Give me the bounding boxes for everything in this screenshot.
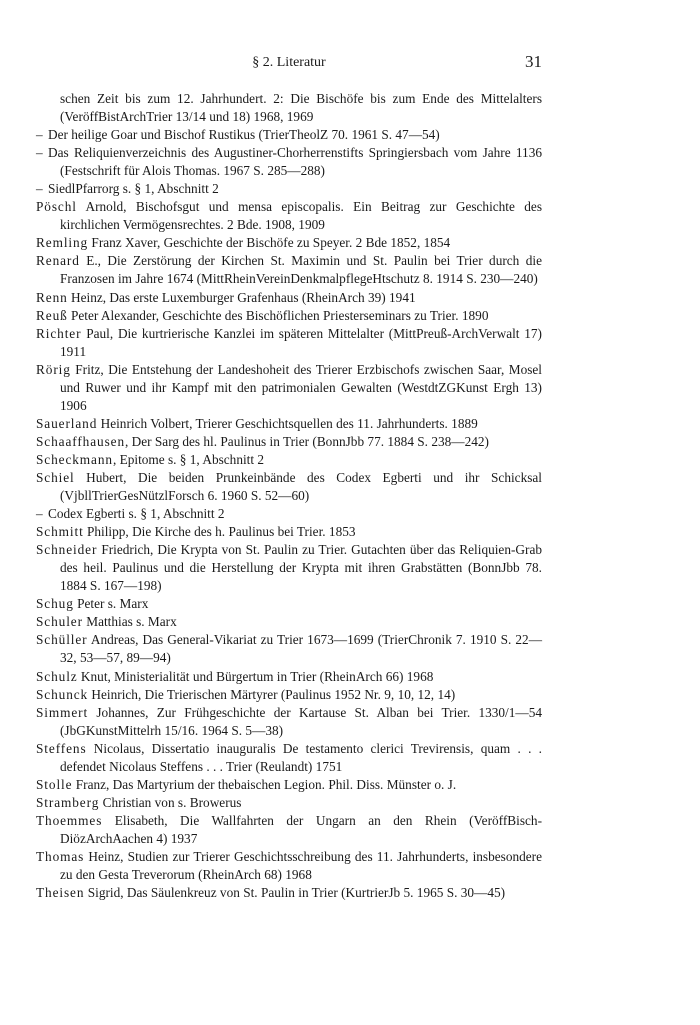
bibliography-entry bbox=[36, 686, 542, 704]
entry-text: Das Reliquienverzeichnis des Augustiner-Chorherrenstifts Springiersbach vom Jahre 1136 (Festschrift für Alois Thomas. 1967 S. 285—288) bbox=[48, 145, 542, 179]
ditto-dash: – bbox=[36, 145, 43, 161]
bibliography-entry bbox=[36, 451, 542, 469]
bibliography-entry bbox=[36, 90, 542, 126]
bibliography-entry bbox=[36, 740, 542, 776]
entry-author: Schuler bbox=[36, 614, 83, 630]
bibliography-entry bbox=[36, 776, 542, 794]
bibliography-entry bbox=[36, 126, 542, 144]
bibliography-entry bbox=[36, 325, 542, 361]
entry-text: Peter Alexander, Geschichte des Bischöflichen Priesterseminars zu Trier. 1890 bbox=[67, 307, 489, 323]
bibliography-entry bbox=[36, 415, 542, 433]
entry-author: Stolle bbox=[36, 776, 73, 792]
bibliography-entry bbox=[36, 541, 542, 595]
entry-text: Elisabeth, Die Wallfahrten der Ungarn an den Rhein (VeröffBisch-DiözArchAachen 4) 1937 bbox=[60, 812, 542, 846]
entry-author: Renard bbox=[36, 253, 80, 269]
bibliography-entry bbox=[36, 595, 542, 613]
bibliography-entry bbox=[36, 198, 542, 234]
bibliography-entry bbox=[36, 884, 542, 902]
entry-author: Schmitt bbox=[36, 524, 84, 540]
entry-text: Hubert, Die beiden Prunkeinbände des Codex Egberti und ihr Schicksal (VjbllTrierGesNützlForsch 6. 1960 S. 52—60) bbox=[60, 469, 542, 504]
ditto-dash: – bbox=[36, 506, 43, 522]
entry-text: Paul, Die kurtrierische Kanzlei im späteren Mittelalter (MittPreuß-ArchVerwalt 17) 1911 bbox=[60, 325, 542, 359]
entry-text: E., Die Zerstörung der Kirchen St. Maximin und St. Paulin bei Trier durch die Franzosen im Jahre 1674 (MittRheinVereinDenkmalpflegeHtschutz 8. 1914 S. 230—240) bbox=[60, 253, 542, 287]
entry-text: Fritz, Die Entstehung der Landeshoheit des Trierer Erzbischofs zwischen Saar, Mosel und Ruwer und ihr Kampf mit den patrimonialen Gewalten (WestdtZGKunst Ergh 13) 1906 bbox=[60, 361, 542, 413]
bibliography-entry bbox=[36, 361, 542, 415]
entry-author: Schaaffhausen bbox=[36, 433, 125, 449]
entry-text: Philipp, Die Kirche des h. Paulinus bei Trier. 1853 bbox=[83, 524, 356, 540]
bibliography-entry bbox=[36, 704, 542, 740]
entry-author: Sauerland bbox=[36, 415, 98, 431]
bibliography-entry bbox=[36, 252, 542, 288]
bibliography-entry bbox=[36, 469, 542, 505]
entry-text: schen Zeit bis zum 12. Jahrhundert. 2: Die Bischöfe bis zum Ende des Mittelalters (VeröffBistArchTrier 13/14 und 18) 1968, 1969 bbox=[60, 91, 542, 125]
entry-text: Christian von s. Browerus bbox=[99, 794, 242, 810]
entry-text: Peter s. Marx bbox=[73, 596, 149, 612]
entry-text: , Epitome s. § 1, Abschnitt 2 bbox=[112, 451, 265, 467]
entry-text: Nicolaus, Dissertatio inauguralis De testamento clerici Trevirensis, quam . . . defendet Nicolaus Steffens . . . Trier (Reulandt) 1751 bbox=[60, 740, 542, 774]
ditto-dash: – bbox=[36, 181, 43, 197]
bibliography-entry bbox=[36, 180, 542, 198]
running-header bbox=[36, 52, 542, 74]
bibliography-entry bbox=[36, 144, 542, 180]
entry-text: Friedrich, Die Krypta von St. Paulin zu Trier. Gutachten über das Reliquien-Grab des heil. Paulinus und die Herstellung der Krypta mit ihren Grabstätten (BonnJbb 78. 1884 S. 167—198) bbox=[60, 542, 542, 594]
entry-author: Renn bbox=[36, 289, 68, 305]
entry-text: Heinrich, Die Trierischen Märtyrer (Paulinus 1952 Nr. 9, 10, 12, 14) bbox=[88, 686, 456, 702]
entry-text: Sigrid, Das Säulenkreuz von St. Paulin in Trier (KurtrierJb 5. 1965 S. 30—45) bbox=[84, 885, 506, 901]
entry-author: Richter bbox=[36, 325, 82, 341]
bibliography-entry bbox=[36, 812, 542, 848]
entry-text: Heinz, Studien zur Trierer Geschichtsschreibung des 11. Jahrhunderts, insbesondere zu den Gesta Treverorum (RheinArch 68) 1968 bbox=[60, 848, 542, 883]
bibliography-entry bbox=[36, 289, 542, 307]
entry-author: Thoemmes bbox=[36, 812, 103, 828]
bibliography-entry bbox=[36, 307, 542, 325]
entry-text: Franz, Das Martyrium der thebaischen Legion. Phil. Diss. Münster o. J. bbox=[72, 776, 457, 792]
bibliography-list bbox=[36, 90, 542, 902]
entry-author: Pöschl bbox=[36, 199, 77, 215]
page-number: 31 bbox=[525, 52, 542, 71]
entry-author: Steffens bbox=[36, 740, 87, 756]
bibliography-entry bbox=[36, 794, 542, 812]
entry-text: Codex Egberti s. § 1, Abschnitt 2 bbox=[48, 506, 225, 522]
entry-author: Remling bbox=[36, 235, 89, 251]
entry-text: Heinrich Volbert, Trierer Geschichtsquellen des 11. Jahrhunderts. 1889 bbox=[97, 415, 478, 431]
ditto-dash: – bbox=[36, 127, 43, 143]
entry-text: Andreas, Das General-Vikariat zu Trier 1673—1699 (TrierChronik 7. 1910 S. 22—32, 53—57, 89—94) bbox=[60, 632, 542, 666]
section-title: § 2. Literatur bbox=[252, 55, 326, 70]
bibliography-entry bbox=[36, 523, 542, 541]
entry-author: Rörig bbox=[36, 361, 71, 377]
entry-text: Matthias s. Marx bbox=[82, 614, 177, 630]
entry-author: Schüller bbox=[36, 632, 88, 648]
entry-author: Theisen bbox=[36, 885, 85, 901]
entry-text: , Der Sarg des hl. Paulinus in Trier (BonnJbb 77. 1884 S. 238—242) bbox=[125, 433, 489, 449]
bibliography-entry bbox=[36, 848, 542, 884]
entry-author: Schiel bbox=[36, 469, 75, 485]
entry-author: Scheckmann bbox=[36, 451, 113, 467]
bibliography-entry bbox=[36, 668, 542, 686]
bibliography-entry bbox=[36, 433, 542, 451]
entry-author: Schneider bbox=[36, 542, 98, 558]
bibliography-entry bbox=[36, 631, 542, 667]
entry-author: Reuß bbox=[36, 307, 68, 323]
entry-text: Knut, Ministerialität und Bürgertum in Trier (RheinArch 66) 1968 bbox=[77, 668, 434, 684]
entry-author: Stramberg bbox=[36, 794, 100, 810]
entry-author: Schunck bbox=[36, 686, 89, 702]
entry-text: SiedlPfarrorg s. § 1, Abschnitt 2 bbox=[48, 181, 219, 197]
entry-text: Arnold, Bischofsgut und mensa episcopalis. Ein Beitrag zur Geschichte des kirchlichen Vermögensrechtes. 2 Bde. 1908, 1909 bbox=[60, 199, 542, 233]
entry-text: Heinz, Das erste Luxemburger Grafenhaus (RheinArch 39) 1941 bbox=[67, 289, 416, 305]
bibliography-entry bbox=[36, 613, 542, 631]
entry-author: Thomas bbox=[36, 848, 85, 864]
entry-author: Schulz bbox=[36, 668, 78, 684]
entry-author: Schug bbox=[36, 596, 74, 612]
bibliography-entry bbox=[36, 234, 542, 252]
entry-author: Simmert bbox=[36, 704, 89, 720]
entry-text: Franz Xaver, Geschichte der Bischöfe zu Speyer. 2 Bde 1852, 1854 bbox=[88, 235, 451, 251]
entry-text: Der heilige Goar und Bischof Rustikus (TrierTheolZ 70. 1961 S. 47—54) bbox=[48, 127, 440, 143]
entry-text: Johannes, Zur Frühgeschichte der Kartause St. Alban bei Trier. 1330/1—54 (JbGKunstMittelrh 15/16. 1964 S. 5—38) bbox=[60, 704, 542, 738]
bibliography-entry bbox=[36, 505, 542, 523]
